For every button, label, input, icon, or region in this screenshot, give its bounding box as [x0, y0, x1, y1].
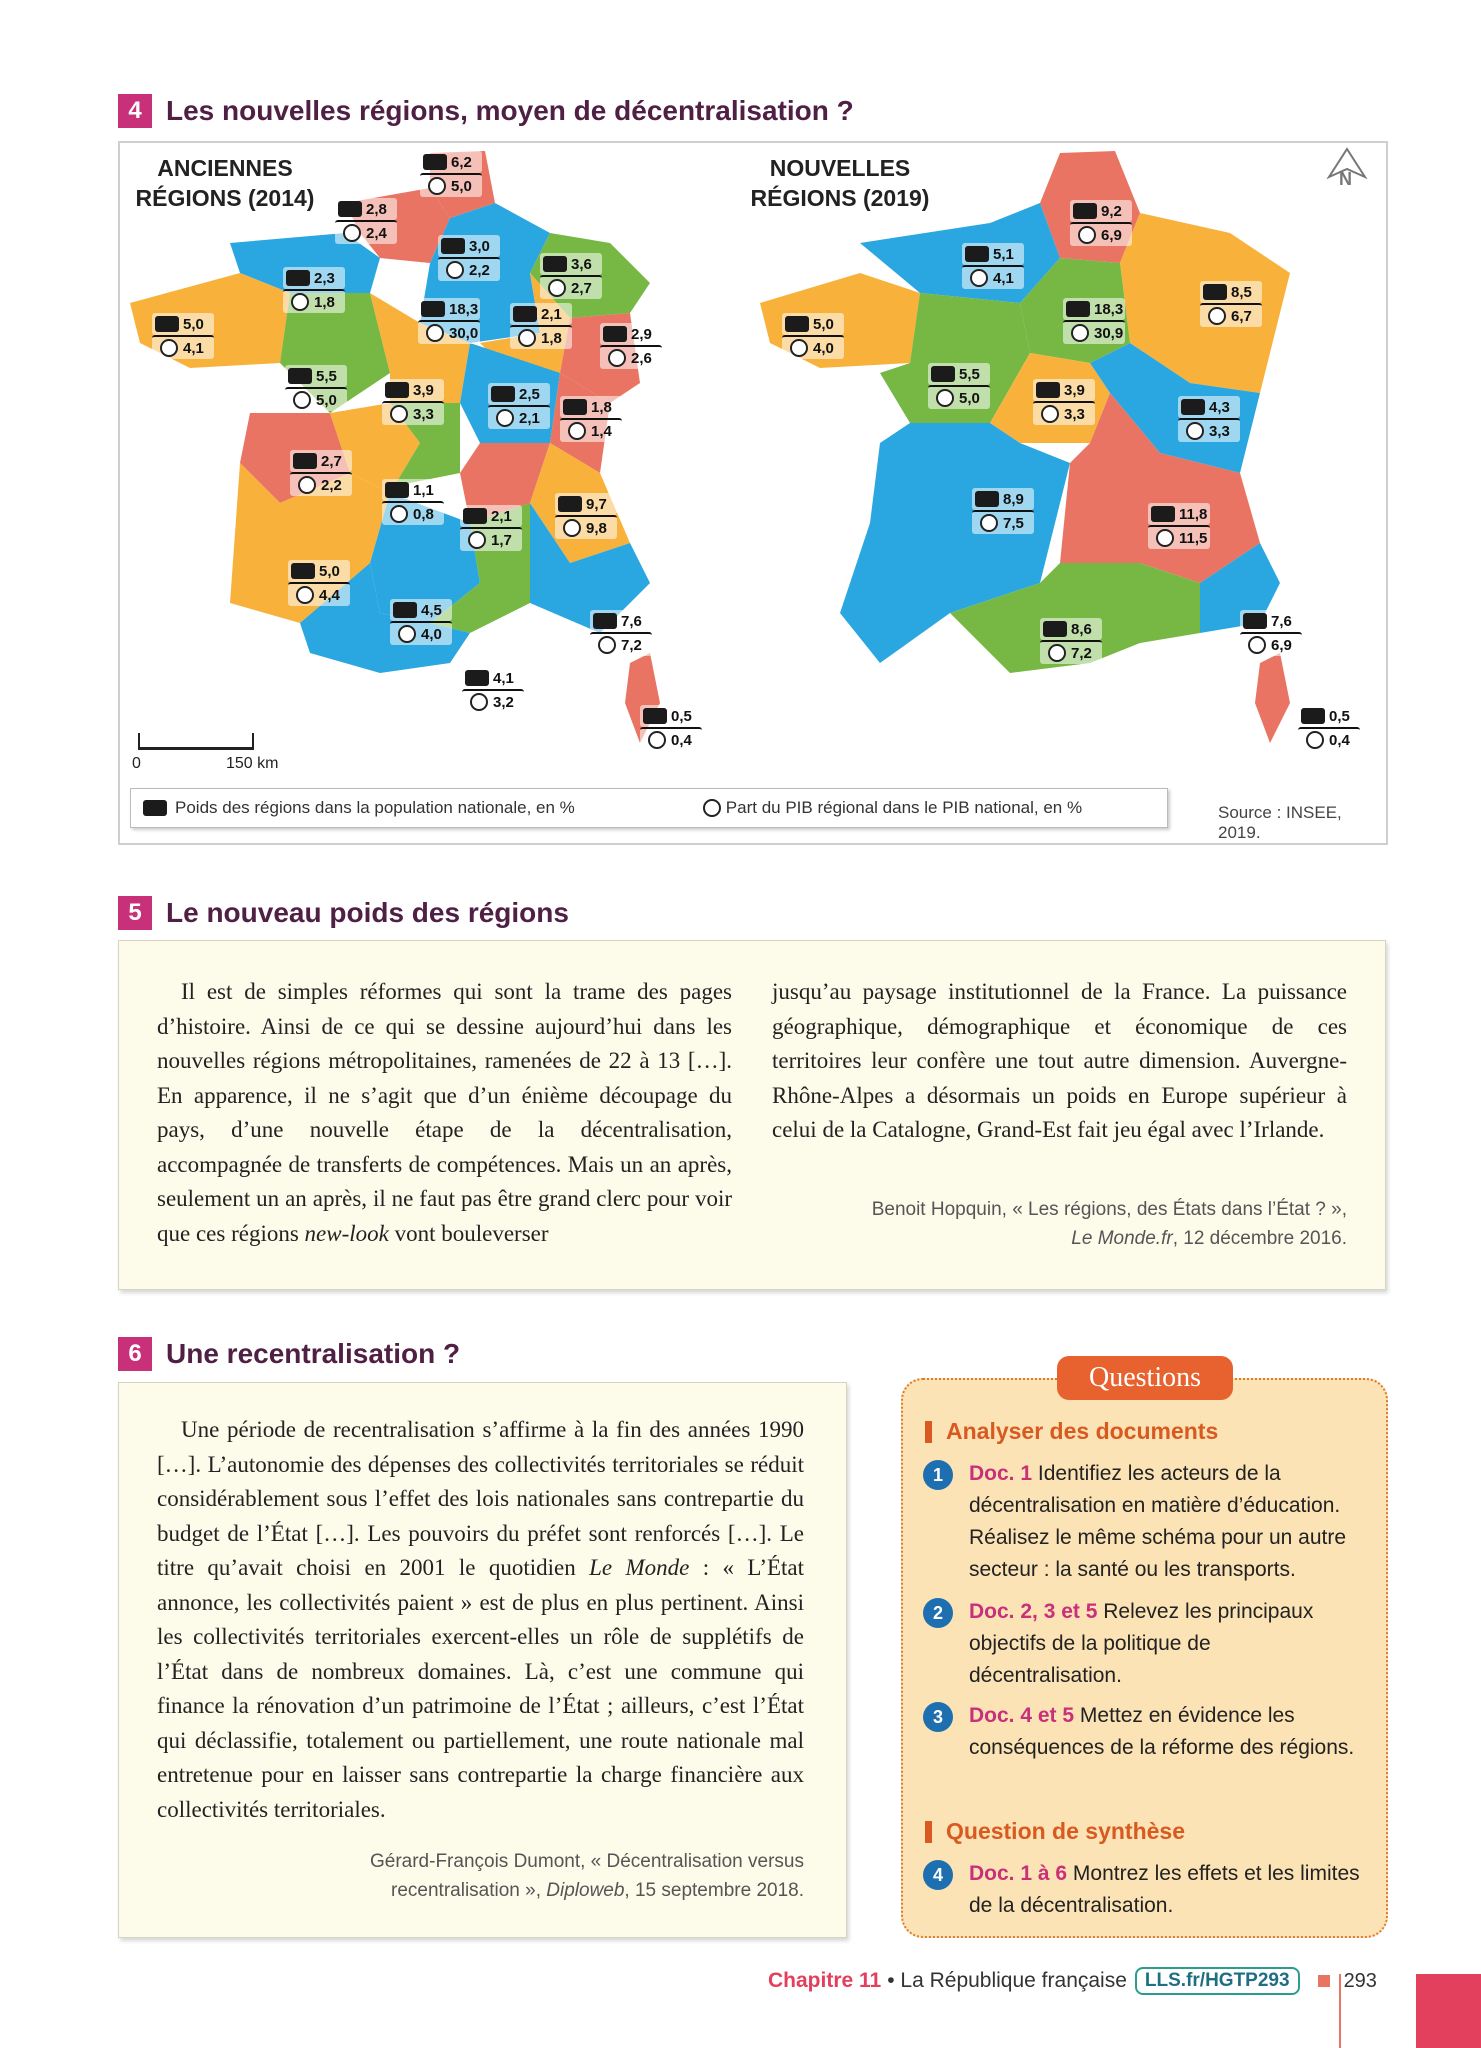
pib-value: 30,0: [449, 324, 479, 342]
euro-coins-icon: [563, 519, 581, 537]
corner-tab: [1416, 1974, 1481, 2048]
population-value: 11,8: [1179, 505, 1208, 523]
population-icon: [491, 386, 515, 402]
region-marker: [152, 313, 214, 359]
section-title: Une recentralisation ?: [166, 1338, 461, 1369]
region-marker: [540, 253, 602, 299]
pib-value: 5,0: [451, 177, 472, 195]
population-value: 0,5: [1329, 707, 1350, 725]
question-item: 3 Doc. 4 et 5 Mettez en évidence les conséquences de la réforme des régions.: [923, 1700, 1368, 1764]
population-value: 1,8: [591, 398, 612, 416]
population-value: 2,7: [321, 452, 342, 470]
region-shape: [1255, 653, 1290, 743]
population-icon: [1243, 613, 1267, 629]
population-value: 2,9: [631, 325, 652, 343]
population-icon: [785, 316, 809, 332]
section-5-header: [118, 896, 569, 930]
euro-coins-icon: [980, 514, 998, 532]
euro-coins-icon: [1078, 226, 1096, 244]
region-marker: [290, 450, 352, 496]
region-marker: [782, 313, 844, 359]
region-marker: [555, 493, 617, 539]
region-marker: [590, 610, 652, 656]
population-value: 2,3: [314, 269, 335, 287]
section-number: 6: [118, 1337, 152, 1371]
pib-value: 7,2: [621, 636, 642, 654]
recentralisation-text: Une période de recentralisation s’affirme à la fin des années 1990 […]. L’autonomie des dépenses des collectivités territoriales se réduit considérablement sous l’effet des lois nationales sans contrepartie du budget de l’État […]. Les pouvoirs du préfet sont renforcés […]. Le titre qu’avait choisi en 2001 le quotidien Le Monde : « L’État annonce, les collectivités paient » est de plus en plus pertinent. Ainsi les collectivités territoriales exercent-elles un rôle de supplétifs de l’État dans de nombreux domaines. Là, c’est une commune qui finance la rénovation d’un patrimoine de l’État ; ailleurs, c’est l’État qui déclassifie, totalement ou partiellement, une route nationale mal entretenue pour en laisser sans contrepartie la charge financière aux collectivités territoriales.: [157, 1417, 805, 1822]
euro-coins-icon: [446, 261, 464, 279]
pib-value: 30,9: [1094, 324, 1124, 342]
population-value: 5,5: [316, 367, 337, 385]
population-value: 6,2: [451, 153, 472, 171]
population-icon: [603, 326, 627, 342]
map-legend: [130, 788, 1168, 828]
euro-coins-icon: [548, 279, 566, 297]
section-number: 4: [118, 94, 152, 128]
population-icon: [385, 482, 409, 498]
region-marker: [390, 599, 452, 645]
footer-chapter-title: • La République française: [887, 1969, 1127, 1992]
population-value: 9,2: [1101, 202, 1122, 220]
section-6-header: [118, 1337, 460, 1371]
scale-label: 150 km: [226, 755, 279, 772]
region-marker: [972, 488, 1034, 534]
questions-box: [901, 1362, 1388, 1938]
euro-coins-icon: [426, 324, 444, 342]
euro-coins-icon: [703, 799, 721, 817]
pib-value: 2,1: [519, 409, 540, 427]
pib-value: 4,1: [993, 269, 1014, 287]
section-5-textbox: [118, 940, 1386, 1290]
pib-value: 5,0: [959, 389, 980, 407]
euro-coins-icon: [518, 329, 536, 347]
region-marker: [488, 383, 550, 429]
region-marker: [283, 267, 345, 313]
euro-coins-icon: [390, 405, 408, 423]
euro-coins-icon: [1248, 636, 1266, 654]
population-value: 5,1: [993, 245, 1014, 263]
pib-value: 4,0: [813, 339, 834, 357]
pib-value: 11,5: [1179, 529, 1208, 547]
population-icon: [1043, 621, 1067, 637]
population-value: 3,0: [469, 237, 490, 255]
euro-coins-icon: [970, 269, 988, 287]
region-marker: [1200, 281, 1262, 327]
population-icon: [143, 800, 167, 816]
pib-value: 3,3: [1064, 405, 1085, 423]
region-marker: [962, 243, 1024, 289]
region-marker: [382, 379, 444, 425]
euro-coins-icon: [398, 625, 416, 643]
euro-coins-icon: [790, 339, 808, 357]
population-value: 2,1: [541, 305, 562, 323]
population-icon: [385, 382, 409, 398]
euro-coins-icon: [936, 389, 954, 407]
population-value: 2,8: [366, 200, 387, 218]
questions-heading-analyse: Analyser des documents: [925, 1418, 1218, 1445]
population-icon: [463, 508, 487, 524]
question-item: 4 Doc. 1 à 6 Montrez les effets et les limites de la décentralisation.: [923, 1858, 1368, 1922]
euro-coins-icon: [1306, 731, 1324, 749]
region-marker: [462, 667, 524, 713]
population-value: 8,9: [1003, 490, 1024, 508]
footer-link[interactable]: LLS.fr/HGTP293: [1135, 1967, 1300, 1995]
pib-value: 9,8: [586, 519, 607, 537]
population-icon: [1036, 382, 1060, 398]
pib-value: 6,9: [1271, 636, 1292, 654]
population-icon: [1073, 203, 1097, 219]
population-icon: [558, 496, 582, 512]
pib-value: 5,0: [316, 391, 337, 409]
article-col2: jusqu’au paysage institutionnel de la France. La puissance géographique, démographique et économique de ces territoires leur confère une tout autre dimension. Auvergne-Rhône-Alpes a désormais un poids en Europe supérieur à celui de la Catalogne, Grand-Est fait jeu égal avec l’Irlande.: [772, 979, 1347, 1142]
euro-coins-icon: [468, 531, 486, 549]
map-old-title: ANCIENNES RÉGIONS (2014): [135, 155, 315, 211]
footer-chapter: Chapitre 11: [768, 1969, 882, 1992]
population-icon: [1151, 506, 1175, 522]
pib-value: 4,1: [183, 339, 204, 357]
euro-coins-icon: [608, 349, 626, 367]
pib-value: 7,2: [1071, 644, 1092, 662]
region-marker: [1298, 705, 1360, 751]
region-marker: [285, 365, 347, 411]
pib-value: 3,3: [1209, 422, 1230, 440]
euro-coins-icon: [496, 409, 514, 427]
region-marker: [1063, 298, 1125, 344]
region-marker: [460, 505, 522, 551]
pib-value: 1,8: [314, 293, 335, 311]
page-footer: [768, 1967, 1377, 1995]
scale-bar: [138, 733, 254, 750]
pib-value: 2,2: [469, 261, 490, 279]
region-marker: [1148, 503, 1210, 549]
population-icon: [931, 366, 955, 382]
euro-coins-icon: [160, 339, 178, 357]
region-marker: [600, 323, 662, 369]
euro-coins-icon: [470, 693, 488, 711]
legend-pib: Part du PIB régional dans le PIB national, en %: [725, 798, 1083, 817]
population-icon: [393, 602, 417, 618]
region-marker: [418, 298, 480, 344]
pib-value: 2,7: [571, 279, 592, 297]
pib-value: 2,6: [631, 349, 652, 367]
region-marker: [1070, 200, 1132, 246]
population-icon: [643, 708, 667, 724]
population-value: 1,1: [413, 481, 434, 499]
population-icon: [1203, 284, 1227, 300]
population-value: 2,1: [491, 507, 512, 525]
population-value: 8,5: [1231, 283, 1252, 301]
scale-zero: 0: [132, 755, 141, 772]
population-value: 5,5: [959, 365, 980, 383]
page-number: 293: [1343, 1969, 1377, 1992]
pib-value: 3,2: [493, 693, 514, 711]
population-value: 18,3: [1094, 300, 1124, 318]
pib-value: 2,4: [366, 224, 387, 242]
population-icon: [155, 316, 179, 332]
article-col1: Il est de simples réformes qui sont la trame des pages d’histoire. Ainsi de ce qui se dessine aujourd’hui dans les nouvelles régions métropolitaines, ramenées de 22 à 13 […]. En apparence, il ne s’agit que d’un énième découpage du pays, d’une nouvelle étape de la décentralisation, accompagnée de transferts de compétences. Mais un an après, seulement un an après, il ne faut pas être grand clerc pour voir que ces régions new-look vont bouleverser: [157, 979, 732, 1246]
population-icon: [1181, 399, 1205, 415]
pib-value: 4,4: [319, 586, 340, 604]
maps-figure: [118, 141, 1388, 845]
euro-coins-icon: [648, 731, 666, 749]
population-value: 4,3: [1209, 398, 1230, 416]
population-icon: [1301, 708, 1325, 724]
population-value: 5,0: [319, 562, 340, 580]
population-icon: [513, 306, 537, 322]
region-marker: [640, 705, 702, 751]
population-value: 7,6: [621, 612, 642, 630]
euro-coins-icon: [568, 422, 586, 440]
region-marker: [1033, 379, 1095, 425]
population-value: 8,6: [1071, 620, 1092, 638]
population-icon: [543, 256, 567, 272]
population-icon: [338, 201, 362, 217]
region-marker: [382, 479, 444, 525]
population-value: 4,5: [421, 601, 442, 619]
region-marker: [438, 235, 500, 281]
region-marker: [1240, 610, 1302, 656]
pib-value: 1,7: [491, 531, 512, 549]
section-4-header: [118, 94, 854, 128]
population-icon: [291, 563, 315, 579]
population-value: 5,0: [183, 315, 204, 333]
pib-value: 0,8: [413, 505, 434, 523]
euro-coins-icon: [390, 505, 408, 523]
section-title: Les nouvelles régions, moyen de décentralisation ?: [166, 95, 854, 126]
population-icon: [593, 613, 617, 629]
population-icon: [441, 238, 465, 254]
euro-coins-icon: [343, 224, 361, 242]
population-icon: [1066, 301, 1090, 317]
population-value: 2,5: [519, 385, 540, 403]
euro-coins-icon: [298, 476, 316, 494]
population-value: 7,6: [1271, 612, 1292, 630]
population-value: 3,9: [1064, 381, 1085, 399]
region-marker: [1178, 396, 1240, 442]
euro-coins-icon: [1041, 405, 1059, 423]
euro-coins-icon: [1208, 307, 1226, 325]
questions-heading-synthese: Question de synthèse: [925, 1818, 1185, 1845]
pib-value: 0,4: [1329, 731, 1350, 749]
population-icon: [293, 453, 317, 469]
article-citation: Benoit Hopquin, « Les régions, des États dans l’État ? », Le Monde.fr, 12 décembre 2016.: [871, 1199, 1347, 1249]
pib-value: 2,2: [321, 476, 342, 494]
population-value: 0,5: [671, 707, 692, 725]
question-item: 2 Doc. 2, 3 et 5 Relevez les principaux objectifs de la politique de décentralisation.: [923, 1596, 1368, 1692]
pib-value: 7,5: [1003, 514, 1024, 532]
population-icon: [975, 491, 999, 507]
footer-square-icon: [1318, 1975, 1330, 1987]
population-value: 4,1: [493, 669, 514, 687]
population-value: 5,0: [813, 315, 834, 333]
questions-title: Questions: [1057, 1356, 1233, 1400]
section-title: Le nouveau poids des régions: [166, 897, 569, 928]
section-6-textbox: [118, 1382, 847, 1938]
population-icon: [465, 670, 489, 686]
section-number: 5: [118, 896, 152, 930]
euro-coins-icon: [1048, 644, 1066, 662]
population-value: 3,9: [413, 381, 434, 399]
population-icon: [286, 270, 310, 286]
population-icon: [965, 246, 989, 262]
population-icon: [288, 368, 312, 384]
euro-coins-icon: [598, 636, 616, 654]
euro-coins-icon: [1186, 422, 1204, 440]
region-marker: [560, 396, 622, 442]
population-value: 3,6: [571, 255, 592, 273]
question-item: 1 Doc. 1 Identifiez les acteurs de la décentralisation en matière d’éducation. Réalisez le même schéma pour un autre secteur : la santé ou les transports.: [923, 1458, 1368, 1586]
euro-coins-icon: [1156, 529, 1174, 547]
pib-value: 1,8: [541, 329, 562, 347]
euro-coins-icon: [291, 293, 309, 311]
pib-value: 0,4: [671, 731, 692, 749]
region-marker: [335, 198, 397, 244]
pib-value: 3,3: [413, 405, 434, 423]
region-marker: [510, 303, 572, 349]
region-marker: [288, 560, 350, 606]
pib-value: 1,4: [591, 422, 612, 440]
population-value: 9,7: [586, 495, 607, 513]
euro-coins-icon: [428, 177, 446, 195]
population-value: 18,3: [449, 300, 479, 318]
footer-rule: [1339, 1974, 1341, 2048]
euro-coins-icon: [296, 586, 314, 604]
euro-coins-icon: [293, 391, 311, 409]
pib-value: 6,7: [1231, 307, 1252, 325]
population-icon: [421, 301, 445, 317]
euro-coins-icon: [1071, 324, 1089, 342]
region-marker: [928, 363, 990, 409]
legend-population: Poids des régions dans la population nationale, en %: [175, 798, 575, 817]
map-source: Source : INSEE, 2019.: [1218, 803, 1342, 842]
region-marker: [1040, 618, 1102, 664]
north-arrow-icon: N: [1325, 147, 1369, 195]
map-new-title: NOUVELLES RÉGIONS (2019): [750, 155, 930, 211]
population-icon: [563, 399, 587, 415]
recentralisation-citation: Gérard-François Dumont, « Décentralisation versus recentralisation », Diploweb, 15 septembre 2018.: [369, 1851, 804, 1901]
pib-value: 6,9: [1101, 226, 1122, 244]
population-icon: [423, 154, 447, 170]
pib-value: 4,0: [421, 625, 442, 643]
region-marker: [420, 151, 482, 197]
